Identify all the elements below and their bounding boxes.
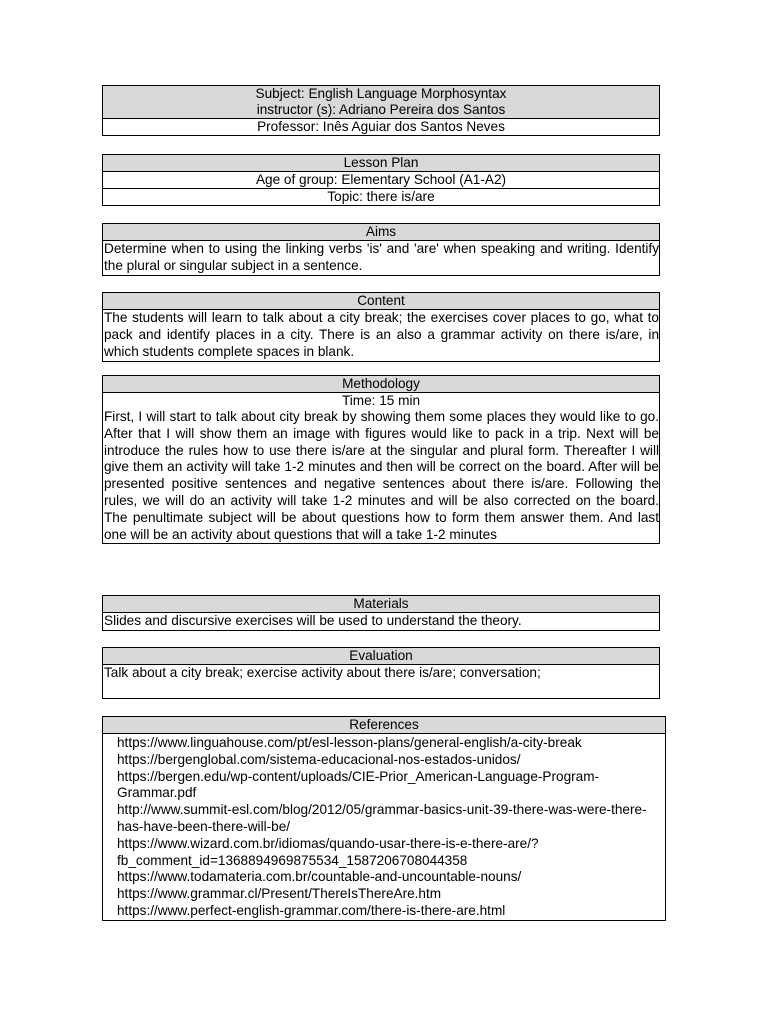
reference-link[interactable]: https://www.linguahouse.com/pt/esl-lesson-plans/general-english/a-city-break [117,735,582,750]
instructor-line: instructor (s): Adriano Pereira dos Santos [256,102,506,117]
aims-heading: Aims [103,224,659,240]
professor-line: Professor: Inês Aguiar dos Santos Neves [103,118,659,135]
methodology-text: First, I will start to talk about city break by showing them some places they would like to go. After that I will show them an image with figures would like to pack in a trip. Next will be introduce the rules how to use there is/are at the singular and plural form. Thereafter I will give them an activity will take 1-2 minutes and then will be correct on the board. After will be presented positive sentences and negative sentences about there is/are. Following the rules, we will do an activity will take 1-2 minutes and will be also corrected on the board. The penultimate subject will be about questions how to form them answer them. And last one will be an activity about questions that will a take 1-2 minutes [104,409,659,542]
reference-link[interactable]: http://www.summit-esl.com/blog/2012/05/grammar-basics-unit-39-there-was-were-there-has-have-been-there-will-be/ [117,802,647,834]
references-heading: References [103,717,665,733]
reference-link[interactable]: https://bergen.edu/wp-content/uploads/CIE-Prior_American-Language-Program-Grammar.pdf [117,768,600,801]
content-text: The students will learn to talk about a city break; the exercises cover places to go, what to pack and identify places in a city. There is an also a grammar activity on there is/are, in which students complete spaces in blank. [103,309,659,361]
aims-table [102,223,660,276]
references-list [103,733,665,920]
materials-heading: Materials [103,596,659,612]
header-subject-title [103,86,659,118]
header-table [102,85,660,136]
reference-link[interactable]: https://www.perfect-english-grammar.com/there-is-there-are.html [117,902,506,918]
content-heading: Content [103,293,659,309]
methodology-heading: Methodology [103,376,659,392]
evaluation-table [102,647,660,699]
reference-link[interactable]: https://bergenglobal.com/sistema-educacional-nos-estados-unidos/ [117,751,521,767]
references-table [102,716,666,921]
materials-text: Slides and discursive exercises will be used to understand the theory. [103,612,659,630]
materials-table [102,595,660,631]
subject-line: Subject: English Language Morphosyntax [255,86,507,101]
reference-link[interactable]: https://www.grammar.cl/Present/ThereIsThereAre.htm [117,886,442,902]
age-of-group: Age of group: Elementary School (A1-A2) [103,171,659,188]
aims-text: Determine when to using the linking verbs 'is' and 'are' when speaking and writing. Identify the plural or singular subject in a sentence. [104,241,659,273]
lesson-plan-heading: Lesson Plan [103,155,659,171]
reference-link[interactable]: https://www.todamateria.com.br/countable-and-uncountable-nouns/ [117,869,522,885]
content-table [102,292,660,362]
methodology-time: Time: 15 min [341,393,421,408]
reference-link[interactable]: https://www.wizard.com.br/idiomas/quando-usar-there-is-e-there-are/?fb_comment_id=1368894969875534_1587206708044358 [117,835,539,868]
evaluation-text: Talk about a city break; exercise activity about there is/are; conversation; [103,664,659,698]
methodology-body [103,392,659,543]
lesson-plan-table [102,154,660,206]
evaluation-heading: Evaluation [103,648,659,664]
methodology-table [102,375,660,544]
topic: Topic: there is/are [103,188,659,205]
